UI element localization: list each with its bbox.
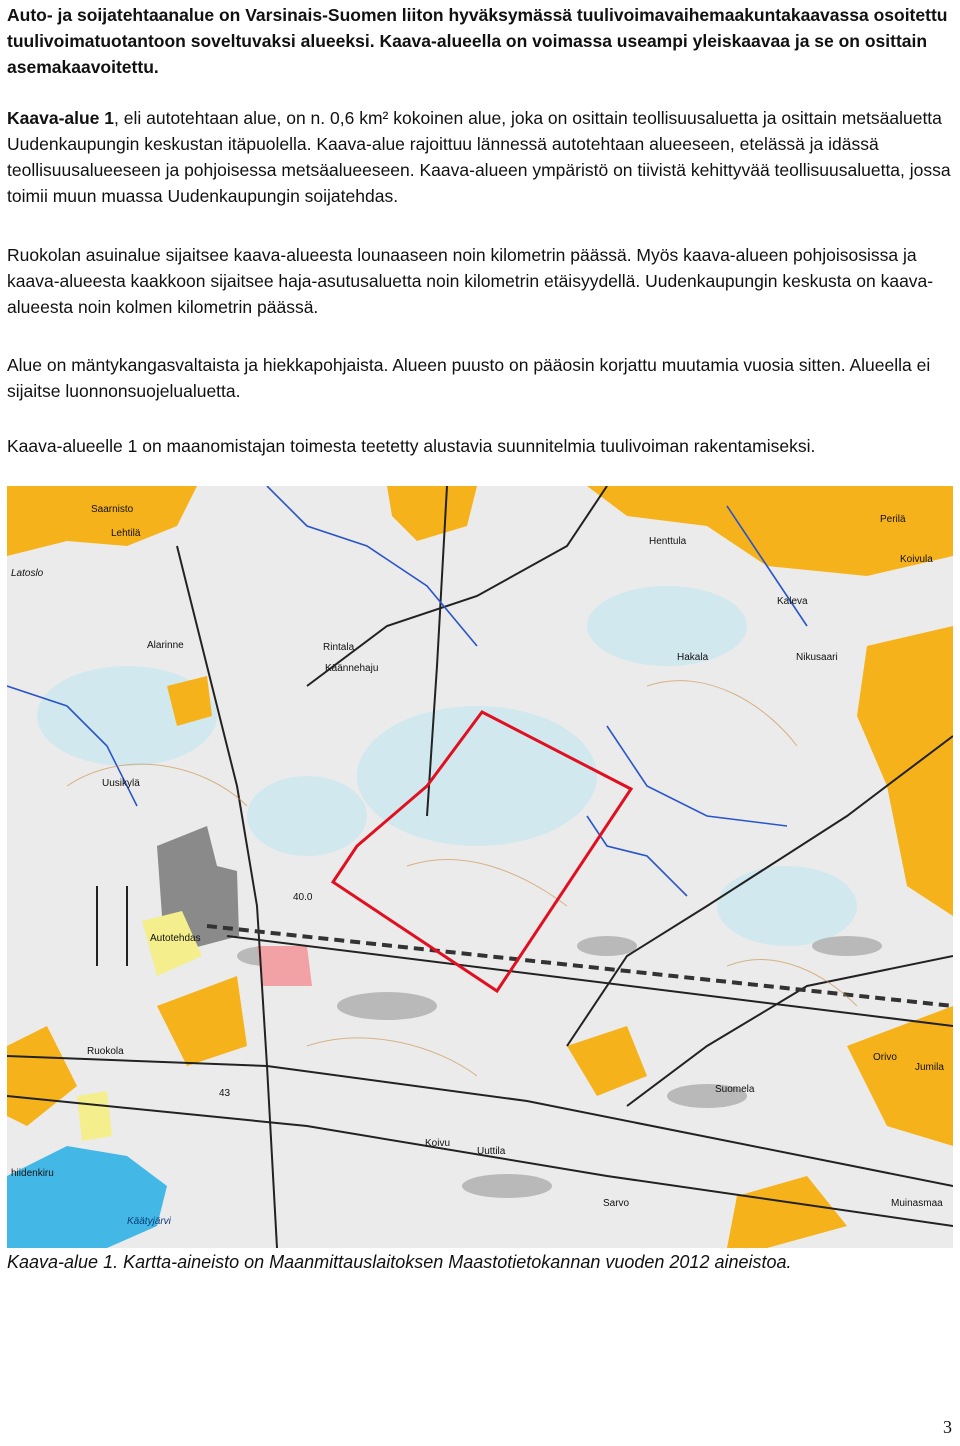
map-label-lehtila: Lehtilä: [111, 528, 141, 539]
map-label-saarnisto: Saarnisto: [91, 504, 134, 515]
map-label-alarinne: Alarinne: [147, 640, 184, 651]
map-label-jumila: Jumila: [915, 1062, 944, 1073]
map-label-koivu: Koivu: [425, 1138, 451, 1149]
map-caption: Kaava-alue 1. Kartta-aineisto on Maanmittauslaitoksen Maastotietokannan vuoden 2012 aineistoa.: [7, 1252, 792, 1272]
map-label-hiidenkiru: hiidenkiru: [11, 1168, 54, 1179]
map-label-latoslo: Latoslo: [11, 568, 44, 579]
paragraph-plans: Kaava-alueelle 1 on maanomistajan toimesta teetetty alustavia suunnitelmia tuulivoiman rakentamiseksi.: [7, 436, 816, 456]
map-label-nikusaari: Nikusaari: [796, 652, 838, 663]
map-label-road-43: 43: [219, 1088, 231, 1099]
map-label-suomela: Suomela: [715, 1084, 755, 1095]
map-label-kaanniehaju: Käännehaju: [325, 663, 379, 674]
map-label-kaleva: Kaleva: [777, 596, 808, 607]
map-label-orivo: Orivo: [873, 1052, 897, 1063]
map-label-ruokola: Ruokola: [87, 1046, 124, 1057]
map-label-koivula: Koivula: [900, 554, 933, 565]
page-number: 3: [943, 1417, 952, 1437]
map-label-kaatyjarvi: Käätyjärvi: [127, 1216, 171, 1227]
topographic-map: [7, 486, 953, 1248]
paragraph-surroundings: Ruokolan asuinalue sijaitsee kaava-alueesta lounaaseen noin kilometrin päässä. Myös kaava-alueen pohjoisosissa ja kaava-alueesta kaakkoon sijaitsee haja-asutusaluetta noin kilometrin etäisyydellä. Uudenkaupungin keskusta on kaava-alueesta noin kolmen kilometrin päässä.: [7, 245, 934, 317]
map-label-hakala: Hakala: [677, 652, 709, 663]
map-label-uuttila: Uuttila: [477, 1146, 506, 1157]
map-label-uusikyla: Uusikylä: [102, 778, 140, 789]
map-label-elevation: 40.0: [293, 892, 313, 903]
area-label: Kaava-alue 1: [7, 108, 115, 128]
map-label-perila: Perilä: [880, 514, 906, 525]
map-label-autotehdas: Autotehdas: [150, 933, 201, 944]
map-label-rintala: Rintala: [323, 642, 355, 653]
map-label-sarvo: Sarvo: [603, 1198, 630, 1209]
paragraph-area-description: [7, 105, 953, 209]
intro-heading: Auto- ja soijatehtaanalue on Varsinais-Suomen liiton hyväksymässä tuulivoimavaihemaakuntakaavassa osoitettu tuulivoimatuotantoon soveltuvaksi alueeksi. Kaava-alueella on voimassa useampi yleiskaavaa ja se on osittain asemakaavoitettu.: [7, 5, 948, 77]
paragraph-nature: Alue on mäntykangasvaltaista ja hiekkapohjaista. Alueen puusto on pääosin korjattu muutamia vuosia sitten. Alueella ei sijaitse luonnonsuojelualuetta.: [7, 355, 931, 401]
map-label-muinasmaa: Muinasmaa: [891, 1198, 943, 1209]
map-label-henttula: Henttula: [649, 536, 687, 547]
area-description: , eli autotehtaan alue, on n. 0,6 km² kokoinen alue, joka on osittain teollisuusaluetta ja osittain metsäaluetta Uudenkaupungin keskustan itäpuolella. Kaava-alue rajoittuu lännessä autotehtaan alueeseen, etelässä ja idässä teollisuusalueeseen ja pohjoisessa metsäalueeseen. Kaava-alueen ympäristö on tiivistä kehittyvää teollisuusaluetta, jossa toimii muun muassa Uudenkaupungin soijatehdas.: [7, 108, 951, 206]
